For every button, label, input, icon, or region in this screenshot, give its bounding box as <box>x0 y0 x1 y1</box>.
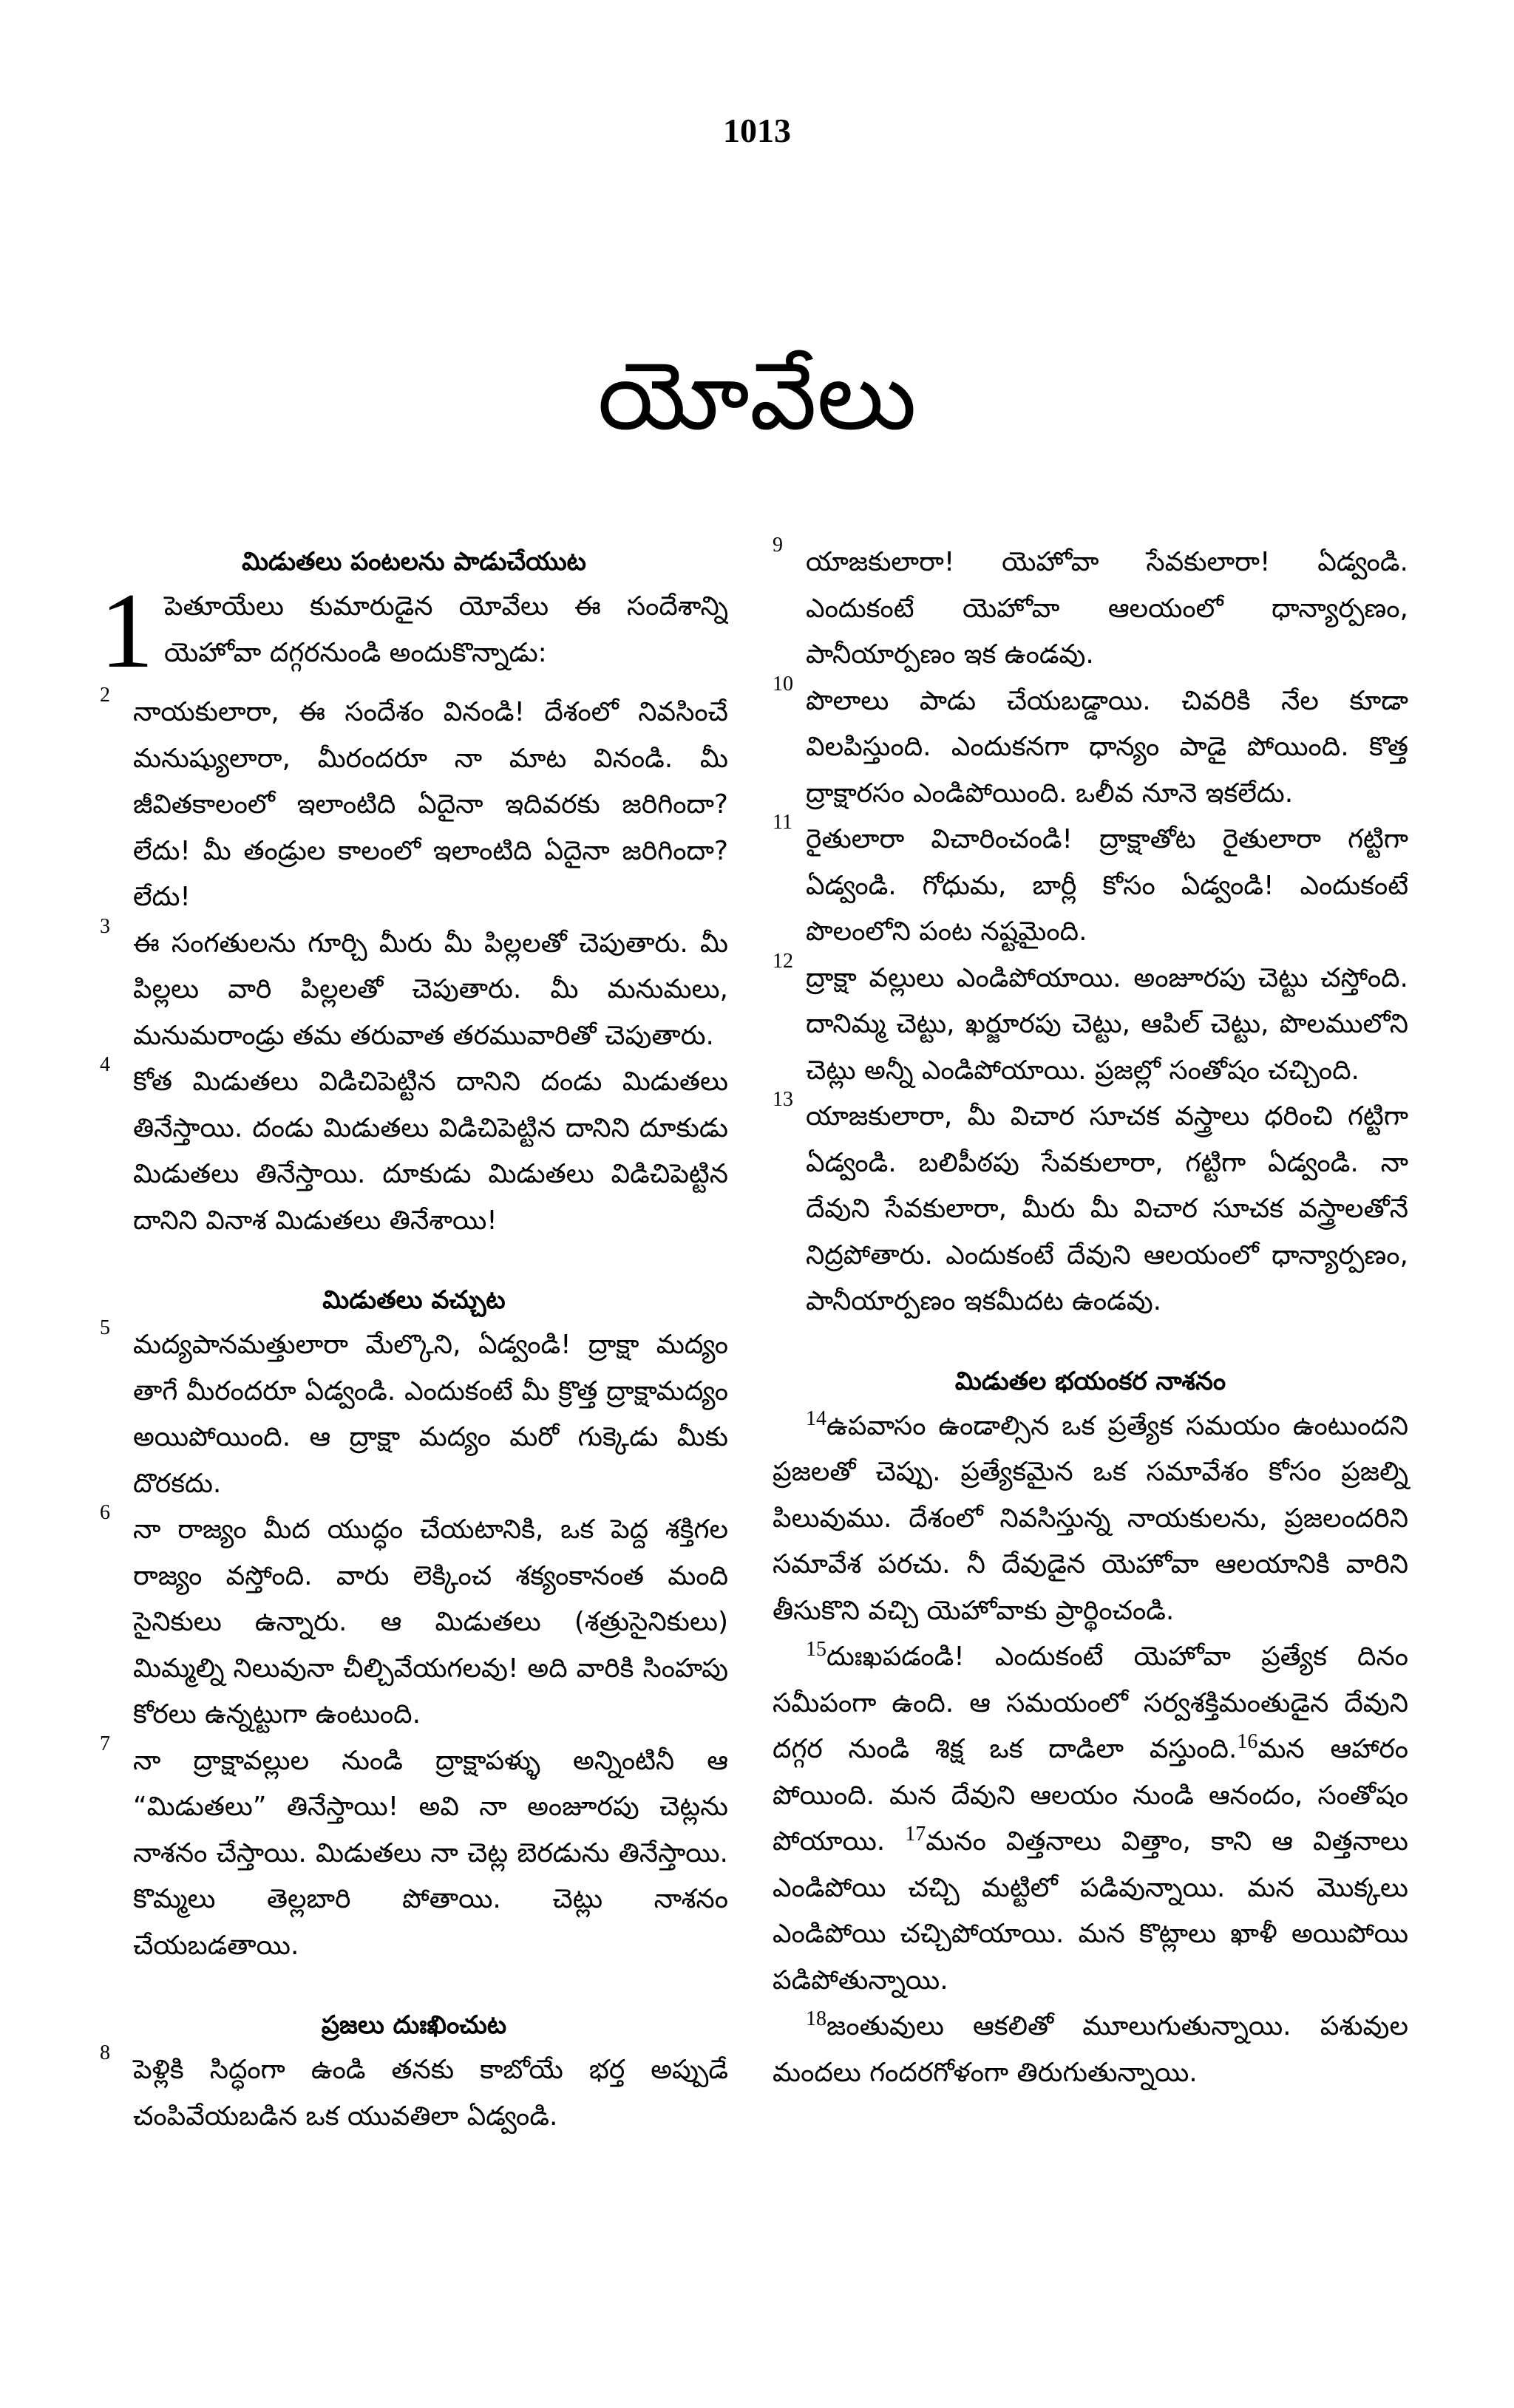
verse-number: 11 <box>773 811 792 834</box>
verse-text: జంతువులు ఆకలితో మూలుగుతున్నాయి. పశువుల మందలు గందరగోళంగా తిరుగుతున్నాయి. <box>773 2011 1408 2088</box>
verse-text: మద్యపానమత్తులారా మేల్కొని, ఏడ్వండి! ద్రాక్షా మద్యం తాగే మీరందరూ ఏడ్వండి. ఎందుకంటే మీ క్రొత్త ద్రాక్షామద్యం అయిపోయింది. ఆ ద్రాక్షా మద్యం మరో గుక్కెడు మీకు దొరకదు. <box>133 1330 728 1499</box>
verse-1 <box>100 584 728 676</box>
verse-number: 18 <box>806 2007 826 2030</box>
verse-12 <box>773 949 1408 1095</box>
verse-number: 7 <box>100 1732 110 1755</box>
verse-2 <box>100 684 728 921</box>
chapter-number: 1 <box>100 584 154 676</box>
verse-4 <box>100 1053 728 1244</box>
verse-text: యాజకులారా! యెహోవా సేవకులారా! ఏడ్వండి. ఎందుకంటే యెహోవా ఆలయంలో ధాన్యార్పణం, పానీయార్పణం ఇక ఉండవు. <box>806 547 1408 670</box>
verse-text: దుఃఖపడండి! ఎందుకంటే యెహోవా ప్రత్యేక దినం సమీపంగా ఉంది. ఆ సమయంలో సర్వశక్తిమంతుడైన దేవుని దగ్గర నుండి శిక్ష ఒక దాడిలా వస్తుంది. <box>773 1642 1408 1764</box>
book-title: యోవేలు <box>597 341 917 452</box>
verse-8 <box>100 2041 728 2140</box>
verse-9 <box>773 534 1408 678</box>
verse-number: 3 <box>100 914 110 938</box>
verse-number: 16 <box>1237 1730 1258 1753</box>
verse-number: 4 <box>100 1053 110 1076</box>
verse-5 <box>100 1316 728 1507</box>
verse-10 <box>773 672 1408 817</box>
verse-text: ఉపవాసం ఉండాల్సిన ఒక ప్రత్యేక సమయం ఉంటుందని ప్రజలతో చెప్పు. ప్రత్యేకమైన ఒక సమావేశం కోసం ప్రజల్ని పిలువుము. దేశంలో నివసిస్తున్న నాయకులను, ప్రజలందరిని సమావేశ పరచు. నీ దేవుడైన యెహోవా ఆలయానికి వారిని తీసుకొని వచ్చి యెహోవాకు ప్రార్థించండి. <box>773 1410 1408 1626</box>
verse-6 <box>100 1501 728 1738</box>
verse-18 <box>773 2004 1408 2096</box>
verse-text: పెతూయేలు కుమారుడైన యోవేలు ఈ సందేశాన్ని యెహోవా దగ్గరనుండి అందుకొన్నాడు: <box>164 591 728 668</box>
verse-number: 14 <box>806 1407 826 1430</box>
right-column <box>773 534 1408 2096</box>
verse-text: మన ఆహారం పోయింది. మన దేవుని ఆలయం నుండి ఆనందం, సంతోషం పోయాయి. <box>773 1734 1408 1857</box>
verse-number: 9 <box>773 534 783 557</box>
left-column <box>100 540 728 2140</box>
verse-text: మనం విత్తనాలు విత్తాం, కాని ఆ విత్తనాలు ఎండిపోయి చచ్చి మట్టిలో పడివున్నాయి. మన మొక్కలు ఎండిపోయి చచ్చిపోయాయి. మన కొట్లాలు ఖాళీ అయిపోయి పడిపోతున్నాయి. <box>773 1826 1408 1996</box>
verse-text: నా రాజ్యం మీద యుద్ధం చేయటానికి, ఒక పెద్ద శక్తిగల రాజ్యం వస్తోంది. వారు లెక్కించ శక్యంకానంత మంది సైనికులు ఉన్నారు. ఆ మిడుతలు (శత్రుసైనికులు) మిమ్మల్ని నిలువునా చీల్చివేయగలవు! అది వారికి సింహపు కోరలు ఉన్నట్టుగా ఉంటుంది. <box>133 1514 728 1730</box>
verse-text: యాజకులారా, మీ విచార సూచక వస్త్రాలు ధరించి గట్టిగా ఏడ్వండి. బలిపీఠపు సేవకులారా, గట్టిగా ఏడ్వండి. నా దేవుని సేవకులారా, మీరు మీ విచార సూచక వస్త్రాలతోనే నిద్రపోతారు. ఎందుకంటే దేవుని ఆలయంలో ధాన్యార్పణం, పానీయార్పణం ఇకమీదట ఉండవు. <box>806 1101 1408 1316</box>
verse-number: 5 <box>100 1316 110 1339</box>
verse-text: పెళ్లికి సిద్ధంగా ఉండి తనకు కాబోయే భర్త అప్పుడే చంపివేయబడిన ఒక యువతిలా ఏడ్వండి. <box>133 2055 728 2132</box>
page-number: 1013 <box>723 112 791 149</box>
verse-number: 6 <box>100 1501 110 1524</box>
verse-14 <box>773 1404 1408 1635</box>
verse-number: 8 <box>100 2041 110 2064</box>
verse-text: ద్రాక్షా వల్లులు ఎండిపోయాయి. అంజూరపు చెట్టు చస్తోంది. దానిమ్మ చెట్టు, ఖర్జూరపు చెట్టు, ఆపిల్ చెట్టు, పొలములోని చెట్లు అన్నీ ఎండిపోయాయి. ప్రజల్లో సంతోషం చచ్చింది. <box>806 962 1408 1086</box>
verse-number: 12 <box>773 949 793 973</box>
verse-number: 17 <box>905 1823 926 1846</box>
verse-text: ఈ సంగతులను గూర్చి మీరు మీ పిల్లలతో చెపుతారు. మీ పిల్లలు వారి పిల్లలతో చెపుతారు. మీ మనుమలు, మనుమరాండ్రు తమ తరువాత తరమువారితో చెపుతారు. <box>133 928 728 1051</box>
verse-text: పొలాలు పాడు చేయబడ్డాయి. చివరికి నేల కూడా విలపిస్తుంది. ఎందుకనగా ధాన్యం పాడై పోయింది. కొత్త ద్రాక్షారసం ఎండిపోయింది. ఒలీవ నూనె ఇకలేదు. <box>806 685 1408 809</box>
verse-11 <box>773 811 1408 956</box>
verse-15-16 <box>773 1634 1408 2004</box>
section-heading: ప్రజలు దుఃఖించుట <box>321 2010 507 2040</box>
verse-number: 10 <box>773 672 793 695</box>
verse-number: 15 <box>806 1638 826 1661</box>
verse-number: 13 <box>773 1088 793 1111</box>
section-heading: మిడుతలు వచ్చుట <box>322 1285 506 1315</box>
verse-7 <box>100 1732 728 1970</box>
verse-text: రైతులారా విచారించండి! ద్రాక్షాతోట రైతులారా గట్టిగా ఏడ్వండి. గోధుమ, బార్లీ కోసం ఏడ్వండి! ఎందుకంటే పొలంలోని పంట నష్టమైంది. <box>806 824 1408 947</box>
verse-number: 2 <box>100 684 110 707</box>
section-heading: మిడుతలు పంటలను పాడుచేయుట <box>242 547 586 577</box>
section-heading: మిడుతల భయంకర నాశనం <box>954 1366 1226 1396</box>
verse-text: నాయకులారా, ఈ సందేశం వినండి! దేశంలో నివసించే మనుష్యులారా, మీరందరూ నా మాట వినండి. మీ జీవితకాలంలో ఇలాంటిది ఏదైనా ఇదివరకు జరిగిందా? లేదు! మీ తండ్రుల కాలంలో ఇలాంటిది ఏదైనా జరిగిందా? లేదు! <box>133 697 728 912</box>
verse-text: కోత మిడుతలు విడిచిపెట్టిన దానిని దండు మిడుతలు తినేస్తాయి. దండు మిడుతలు విడిచిపెట్టిన దానిని దూకుడు మిడుతలు తినేస్తాయి. దూకుడు మిడుతలు విడిచిపెట్టిన దానిని వినాశ మిడుతలు తినేశాయి! <box>133 1067 728 1236</box>
verse-text: నా ద్రాక్షావల్లుల నుండి ద్రాక్షాపళ్ళు అన్నింటినీ ఆ “మిడుతలు” తినేస్తాయి! అవి నా అంజూరపు చెట్లను నాశనం చేస్తాయి. మిడుతలు నా చెట్ల బెరడును తినేస్తాయి. కొమ్మలు తెల్లబారి పోతాయి. చెట్లు నాశనం చేయబడతాయి. <box>133 1745 728 1961</box>
verse-13 <box>773 1088 1408 1325</box>
verse-3 <box>100 914 728 1060</box>
